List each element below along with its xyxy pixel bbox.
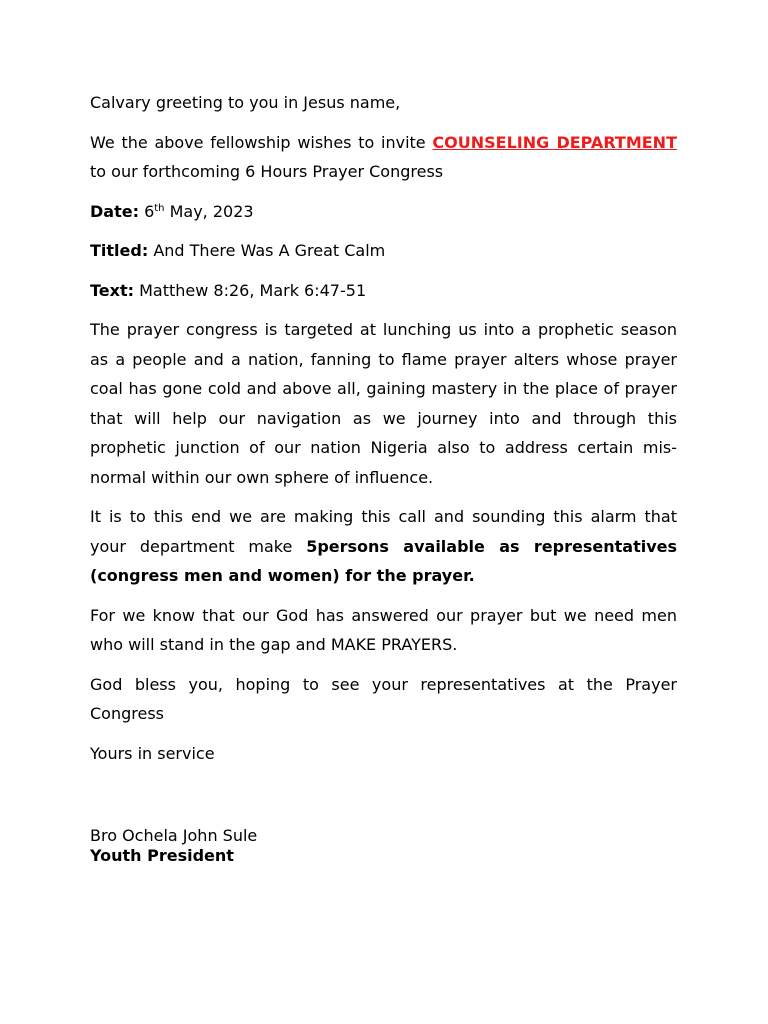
call-paragraph	[90, 502, 677, 591]
purpose-paragraph: The prayer congress is targeted at lunching us into a prophetic season as a people and a nation, fanning to flame prayer alters whose prayer coal has gone cold and above all, gaining mastery in the place of prayer that will help our navigation as we journey into and through this prophetic junction of our nation Nigeria also to address certain mis-normal within our own sphere of influence.	[90, 320, 677, 487]
date-label: Date:	[90, 201, 139, 221]
invite-paragraph	[90, 128, 677, 187]
department-name: COUNSELING DEPARTMENT	[432, 132, 677, 152]
titled-label: Titled:	[90, 241, 149, 260]
closing: Yours in service	[90, 743, 215, 763]
titled-line	[90, 236, 677, 266]
greeting: Calvary greeting to you in Jesus name,	[90, 93, 401, 112]
call-emphasis: 5persons available as representatives (congress men and women) for the prayer.	[90, 536, 677, 585]
date-suffix: th	[154, 202, 165, 214]
signature-title: Youth President	[90, 846, 234, 865]
call-text: It is to this end we are making this call and sounding this alarm that your department make	[90, 507, 677, 556]
text-line	[90, 276, 677, 306]
text-value: Matthew 8:26, Mark 6:47-51	[134, 280, 367, 300]
titled-value: And There Was A Great Calm	[148, 241, 386, 260]
invite-text-before: We the above fellowship wishes to invite	[90, 132, 433, 152]
letter-body	[90, 88, 677, 866]
date-rest: May, 2023	[164, 201, 254, 221]
date-day: 6	[138, 201, 155, 221]
need-paragraph: For we know that our God has answered our prayer but we need men who will stand in the gap and MAKE PRAYERS.	[90, 605, 677, 654]
text-label: Text:	[90, 280, 135, 300]
date-line	[90, 197, 677, 227]
signature-block	[90, 826, 677, 866]
invite-text-after: to our forthcoming 6 Hours Prayer Congress	[90, 162, 444, 181]
signature-name: Bro Ochela John Sule	[90, 826, 258, 845]
blessing-paragraph: God bless you, hoping to see your representatives at the Prayer Congress	[90, 674, 677, 723]
